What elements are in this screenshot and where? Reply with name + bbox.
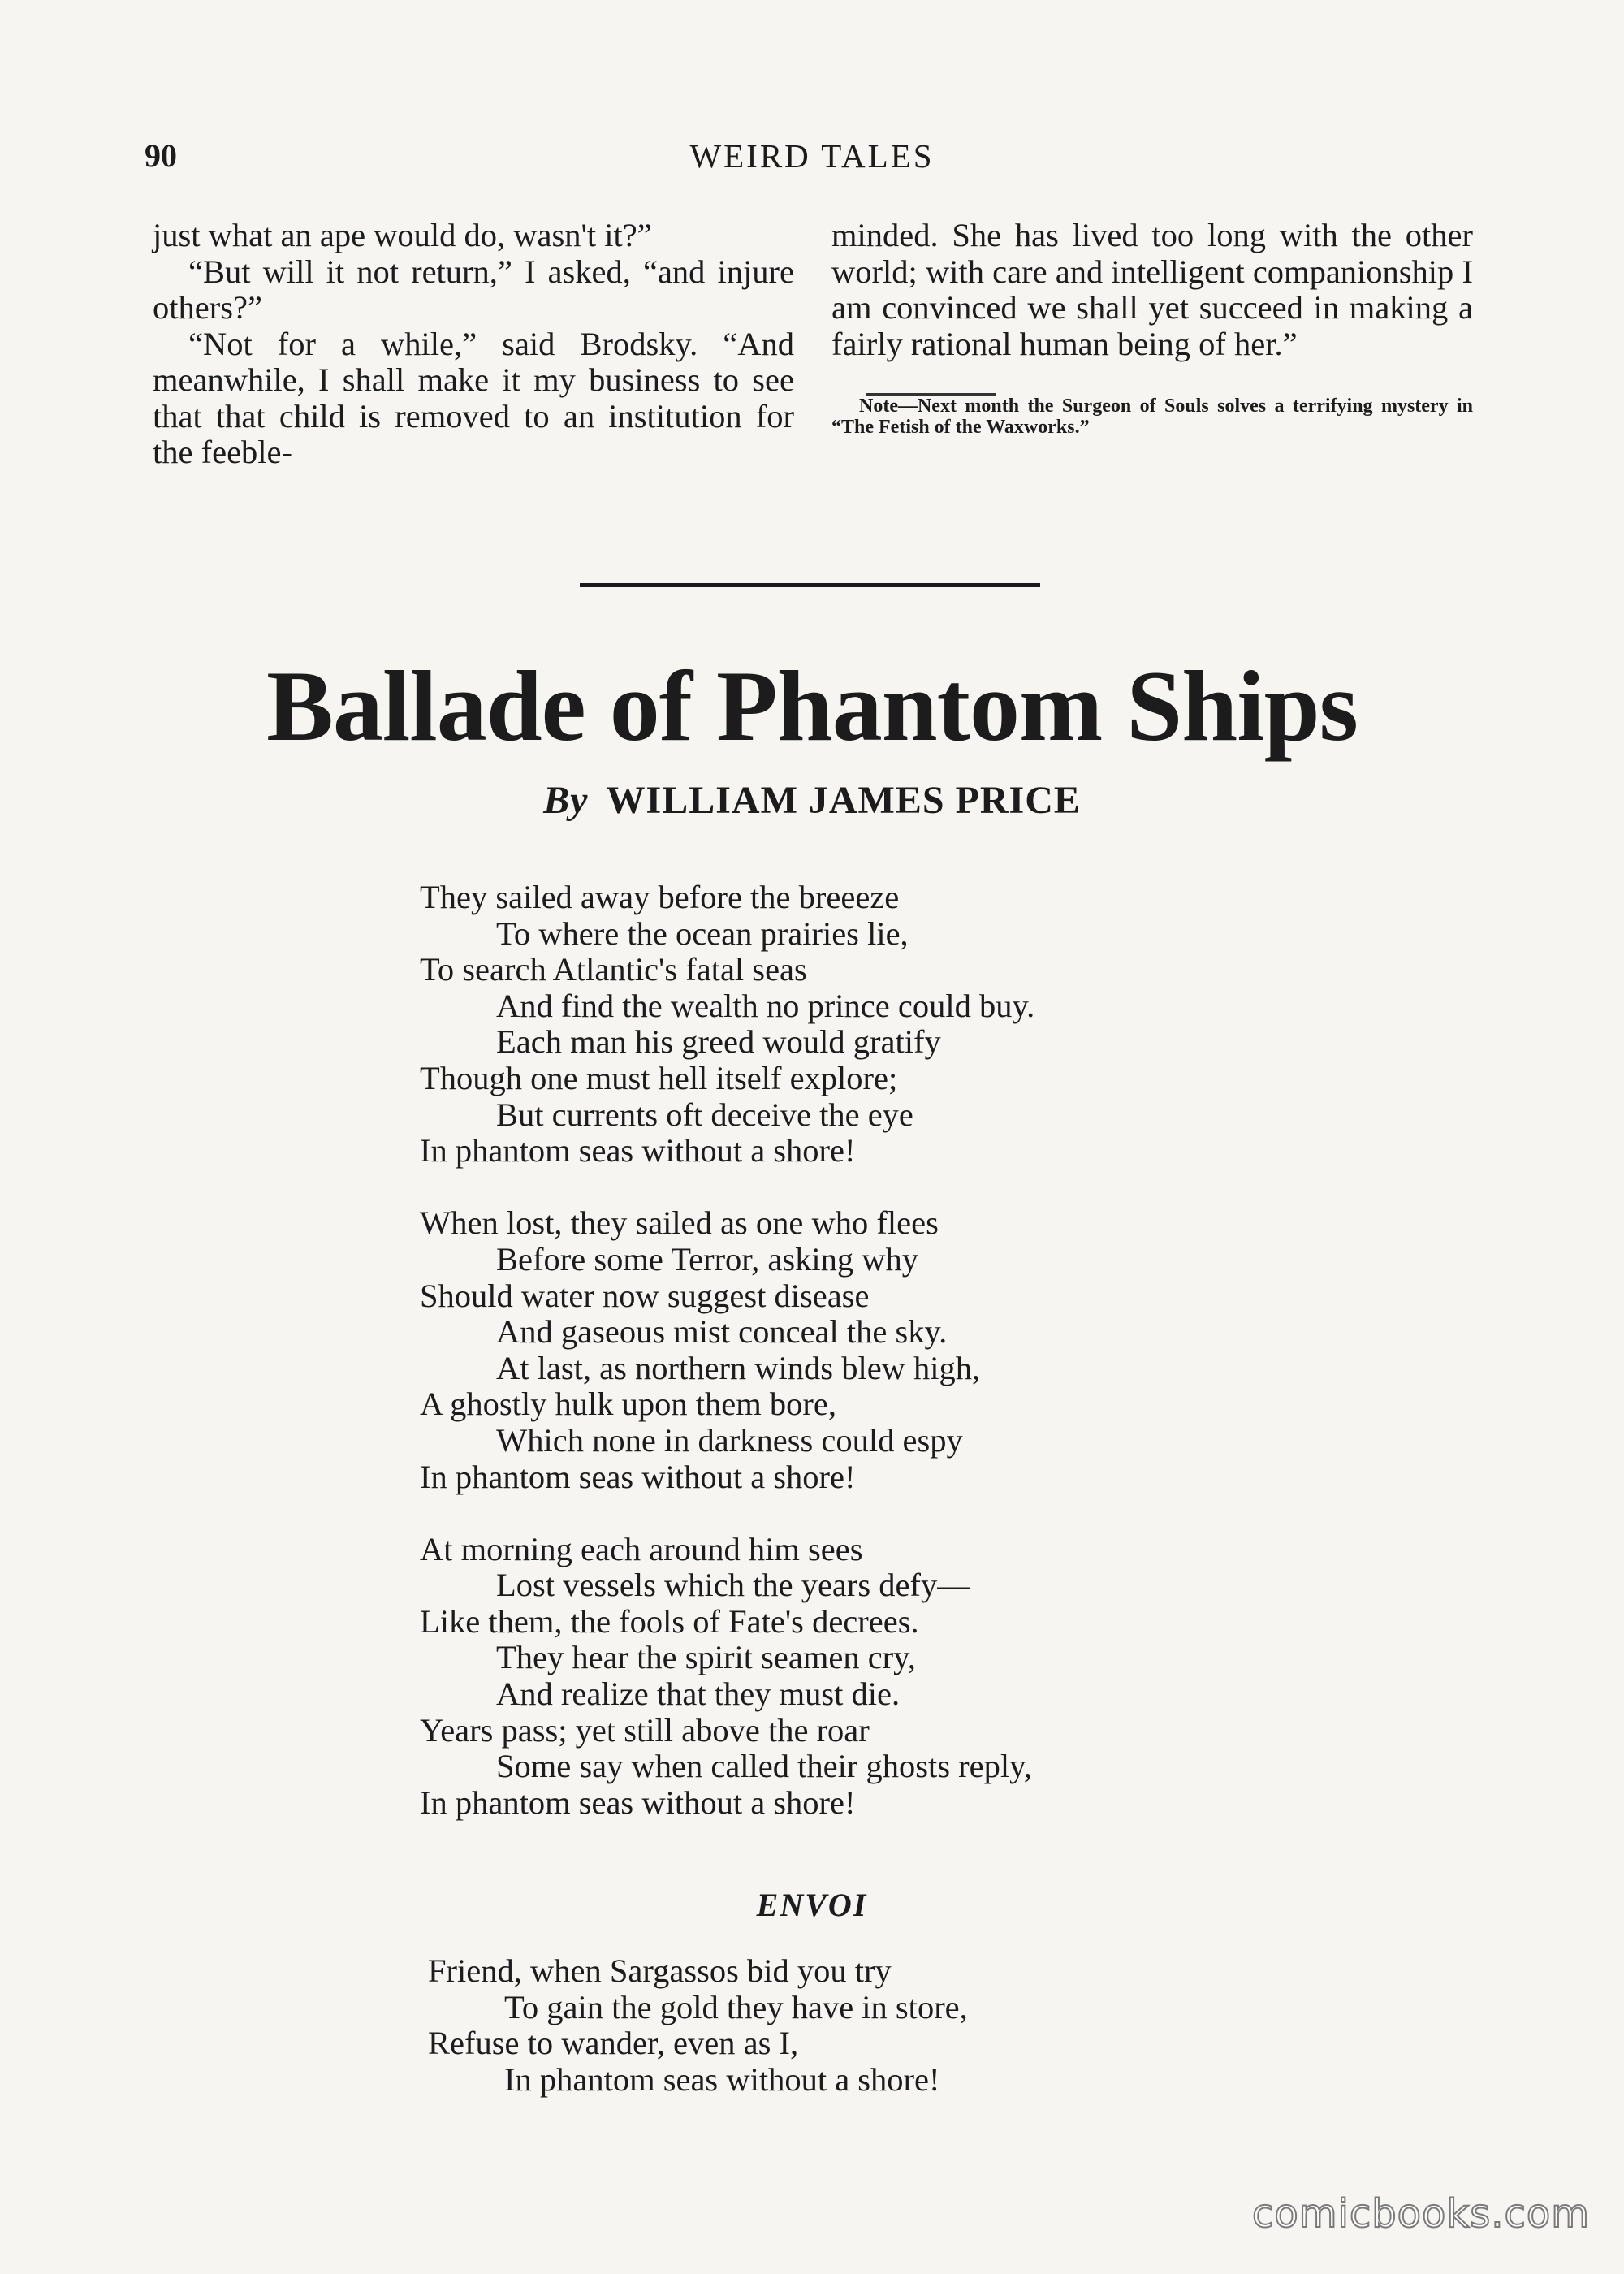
poem-line: Refuse to wander, even as I, [428,2025,799,2062]
poem-line: At last, as northern winds blew high, [496,1349,981,1386]
left-paragraph: “Not for a while,” said Brodsky. “And meanwhile, I shall make it my business to see that that child is removed to an institution for the feeble- [153,325,794,470]
envoi-heading: ENVOI [756,1887,868,1923]
poem-line: At morning each around him sees [420,1530,863,1567]
poem-line: And realize that they must die. [496,1675,901,1713]
poem-line: Though one must hell itself explore; [420,1059,898,1096]
author-name: WILLIAM JAMES PRICE [606,779,1081,822]
editor-note: Note—Next month the Surgeon of Souls solves a terrifying mystery in “The Fetish of the Waxworks.” [831,396,1473,438]
poem-line: They hear the spirit seamen cry, [496,1639,916,1676]
poem-line: But currents oft deceive the eye [496,1096,914,1133]
watermark: comicbooks.com [1251,2191,1590,2237]
poem-line: Lost vessels which the years defy— [496,1567,970,1604]
poem-line: And find the wealth no prince could buy. [496,987,1035,1024]
poem-line: To where the ocean prairies lie, [496,914,909,952]
right-paragraph: minded. She has lived too long with the other world; with care and intelligent companionship I am convinced we shall yet succeed in making a fairly rational human being of her.” [831,217,1473,362]
envoi-body [428,1953,968,2098]
poem-line: In phantom seas without a shore! [420,1458,856,1495]
poem-line: Each man his greed would gratify [496,1023,941,1061]
poem-line: A ghostly hulk upon them bore, [420,1386,836,1423]
poem-line: Before some Terror, asking why [496,1240,919,1278]
poem-line: Friend, when Sargassos bid you try [428,1952,892,1989]
right-column [831,218,1473,438]
poem-line: Should water now suggest disease [420,1277,870,1314]
poem-line: In phantom seas without a shore! [504,2060,940,2098]
poem-title: Ballade of Phantom Ships [266,651,1358,762]
left-column [153,218,794,471]
byline [0,778,1624,823]
poem-line: When lost, they sailed as one who flees [420,1204,939,1242]
poem-line: Which none in darkness could espy [496,1421,963,1459]
stanza [420,1532,1034,1822]
poem-line: Some say when called their ghosts reply, [496,1748,1032,1785]
stanza [420,1205,1034,1495]
poem-line: They sailed away before the breeeze [420,879,900,915]
poem-line: Years pass; yet still above the roar [420,1711,870,1749]
page-number: 90 [145,137,177,174]
poem-line: To search Atlantic's fatal seas [420,951,807,988]
left-paragraph: just what an ape would do, wasn't it?” [153,217,652,253]
poem-line: In phantom seas without a shore! [420,1132,856,1169]
poem-line: Like them, the fools of Fate's decrees. [420,1602,919,1640]
poem-line: In phantom seas without a shore! [420,1783,856,1821]
running-head: WEIRD TALES [689,137,935,175]
section-divider [580,583,1040,587]
poem-line: To gain the gold they have in store, [504,1988,968,2025]
stanza [420,880,1034,1169]
left-paragraph: “But will it not return,” I asked, “and injure others?” [153,253,794,326]
byline-prefix: By [543,779,589,822]
poem-line: And gaseous mist conceal the sky. [496,1313,948,1351]
poem-body [420,880,1034,1857]
